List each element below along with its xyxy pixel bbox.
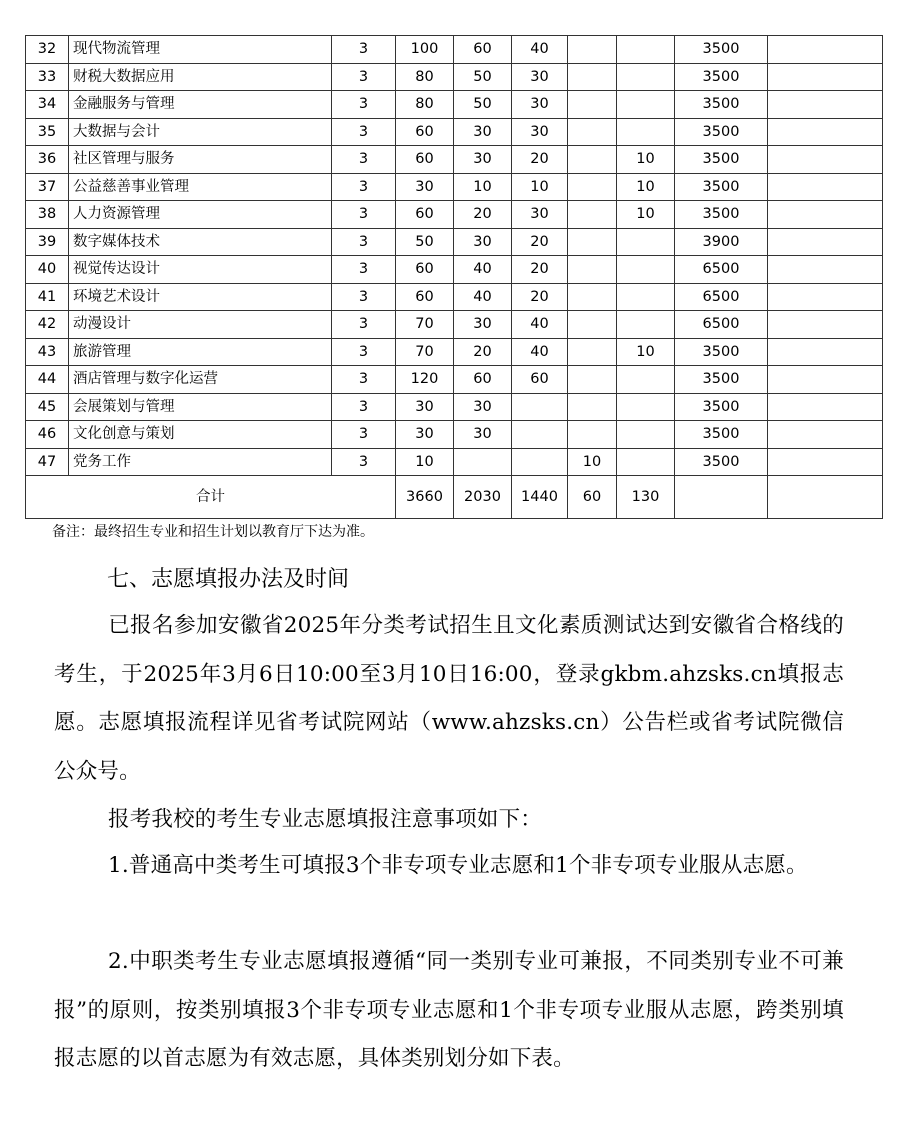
table-cell: 3: [332, 338, 396, 366]
table-cell: 40: [512, 311, 568, 339]
major-name-cell: 公益慈善事业管理: [69, 173, 332, 201]
table-row: [26, 311, 883, 339]
table-cell: 3: [332, 311, 396, 339]
major-name-cell: 金融服务与管理: [69, 91, 332, 119]
table-cell: [768, 173, 883, 201]
table-cell: 10: [568, 448, 617, 476]
table-cell: [617, 256, 675, 284]
table-cell: 3500: [675, 173, 768, 201]
table-cell: [617, 91, 675, 119]
table-cell: [768, 448, 883, 476]
table-cell: 3500: [675, 366, 768, 394]
footnote: 备注：最终招生专业和招生计划以教育厅下达为准。: [52, 524, 374, 540]
table-row: [26, 63, 883, 91]
table-cell: [768, 146, 883, 174]
table-cell: 3500: [675, 146, 768, 174]
table-cell: [454, 448, 512, 476]
table-cell: [568, 146, 617, 174]
table-row: [26, 36, 883, 64]
table-cell: 3: [332, 146, 396, 174]
table-cell: 80: [396, 63, 454, 91]
table-cell: 45: [26, 393, 69, 421]
table-cell: 38: [26, 201, 69, 229]
table-cell: 43: [26, 338, 69, 366]
table-cell: 60: [396, 283, 454, 311]
table-cell: 3: [332, 118, 396, 146]
table-cell: [568, 228, 617, 256]
table-cell: [568, 36, 617, 64]
table-cell: 80: [396, 91, 454, 119]
paragraph-3: 1.普通高中类考生可填报3个非专项专业志愿和1个非专项专业服从志愿。: [108, 853, 808, 878]
table-cell: [617, 393, 675, 421]
table-cell: 120: [396, 366, 454, 394]
table-cell: 3: [332, 36, 396, 64]
table-row: [26, 201, 883, 229]
paragraph-2: 报考我校的考生专业志愿填报注意事项如下：: [108, 807, 543, 832]
table-cell: [568, 421, 617, 449]
table-cell: 30: [512, 201, 568, 229]
total-cell: 3660: [396, 476, 454, 519]
table-body: [26, 36, 883, 519]
total-cell: 60: [568, 476, 617, 519]
table-cell: 30: [454, 311, 512, 339]
table-cell: 3: [332, 63, 396, 91]
table-cell: 3: [332, 421, 396, 449]
table-row: [26, 393, 883, 421]
major-name-cell: 社区管理与服务: [69, 146, 332, 174]
table-cell: 3: [332, 393, 396, 421]
table-row: [26, 421, 883, 449]
table-cell: [617, 228, 675, 256]
table-row: [26, 146, 883, 174]
table-cell: [768, 228, 883, 256]
table-cell: [768, 91, 883, 119]
table-cell: 20: [512, 283, 568, 311]
section-heading: 七、志愿填报办法及时间: [107, 567, 350, 592]
table-cell: [617, 36, 675, 64]
table-cell: 37: [26, 173, 69, 201]
table-cell: 39: [26, 228, 69, 256]
table-cell: 3500: [675, 201, 768, 229]
table-cell: [568, 338, 617, 366]
table-row: [26, 118, 883, 146]
table-cell: 3500: [675, 91, 768, 119]
major-name-cell: 旅游管理: [69, 338, 332, 366]
table-cell: 10: [617, 173, 675, 201]
table-cell: 20: [454, 338, 512, 366]
table-cell: [768, 338, 883, 366]
table-cell: 33: [26, 63, 69, 91]
table-cell: 30: [512, 118, 568, 146]
total-row: [26, 476, 883, 519]
table-cell: [568, 283, 617, 311]
table-cell: 35: [26, 118, 69, 146]
major-name-cell: 现代物流管理: [69, 36, 332, 64]
table-cell: 20: [454, 201, 512, 229]
table-cell: 70: [396, 311, 454, 339]
table-cell: 20: [512, 228, 568, 256]
major-name-cell: 财税大数据应用: [69, 63, 332, 91]
major-name-cell: 酒店管理与数字化运营: [69, 366, 332, 394]
table-cell: [768, 366, 883, 394]
table-cell: [512, 393, 568, 421]
table-cell: [617, 448, 675, 476]
table-cell: 47: [26, 448, 69, 476]
major-name-cell: 人力资源管理: [69, 201, 332, 229]
total-cell: 1440: [512, 476, 568, 519]
table-cell: 32: [26, 36, 69, 64]
table-cell: 3500: [675, 393, 768, 421]
table-cell: 3: [332, 256, 396, 284]
table-cell: [512, 421, 568, 449]
table-cell: [568, 393, 617, 421]
table-cell: 30: [454, 146, 512, 174]
table-cell: [768, 36, 883, 64]
table-cell: [768, 118, 883, 146]
table-cell: 70: [396, 338, 454, 366]
table-cell: [617, 421, 675, 449]
table-cell: 3: [332, 91, 396, 119]
total-cell: 130: [617, 476, 675, 519]
table-cell: [768, 63, 883, 91]
table-cell: 40: [454, 256, 512, 284]
table-cell: 40: [512, 36, 568, 64]
table-cell: 30: [512, 91, 568, 119]
table-cell: 10: [617, 201, 675, 229]
table-cell: 10: [396, 448, 454, 476]
table-cell: 30: [512, 63, 568, 91]
table-cell: 34: [26, 91, 69, 119]
table-cell: [568, 91, 617, 119]
table-cell: 3500: [675, 36, 768, 64]
table-cell: 3: [332, 201, 396, 229]
table-cell: 3500: [675, 338, 768, 366]
table-cell: [512, 448, 568, 476]
table-cell: 40: [26, 256, 69, 284]
table-cell: 40: [454, 283, 512, 311]
table-cell: 50: [454, 63, 512, 91]
table-cell: 60: [454, 36, 512, 64]
major-name-cell: 视觉传达设计: [69, 256, 332, 284]
table-cell: [768, 421, 883, 449]
table-row: [26, 173, 883, 201]
total-label: 合计: [26, 476, 396, 519]
table-row: [26, 338, 883, 366]
table-cell: [568, 366, 617, 394]
total-cell: 2030: [454, 476, 512, 519]
table-cell: [768, 201, 883, 229]
table-cell: 10: [617, 146, 675, 174]
table-cell: 30: [396, 393, 454, 421]
table-cell: 60: [454, 366, 512, 394]
major-name-cell: 党务工作: [69, 448, 332, 476]
table-cell: 50: [396, 228, 454, 256]
table-cell: [617, 366, 675, 394]
table-cell: 30: [454, 228, 512, 256]
table-cell: 30: [454, 421, 512, 449]
table-cell: 30: [454, 393, 512, 421]
table-row: [26, 448, 883, 476]
table-cell: 3: [332, 173, 396, 201]
major-name-cell: 数字媒体技术: [69, 228, 332, 256]
major-name-cell: 动漫设计: [69, 311, 332, 339]
table-cell: [568, 311, 617, 339]
table-cell: [768, 283, 883, 311]
table-row: [26, 283, 883, 311]
paragraph-4: 2.中职类考生专业志愿填报遵循“同一类别专业可兼报，不同类别专业不可兼报”的原则，按类别填报3个非专项专业志愿和1个非专项专业服从志愿，跨类别填报志愿的以首志愿为有效志愿，具体类别划分如下表。: [54, 949, 844, 1071]
major-name-cell: 大数据与会计: [69, 118, 332, 146]
enrollment-plan-table: [25, 35, 883, 519]
major-name-cell: 环境艺术设计: [69, 283, 332, 311]
table-cell: 20: [512, 256, 568, 284]
table-cell: [617, 63, 675, 91]
table-cell: 10: [512, 173, 568, 201]
table-cell: [617, 118, 675, 146]
table-cell: 30: [396, 421, 454, 449]
table-cell: [768, 393, 883, 421]
table-cell: [568, 63, 617, 91]
table-cell: 3: [332, 448, 396, 476]
table-cell: 3500: [675, 421, 768, 449]
table-cell: 3: [332, 228, 396, 256]
table-cell: [617, 311, 675, 339]
total-cell: [768, 476, 883, 519]
table-cell: 41: [26, 283, 69, 311]
table-cell: [768, 311, 883, 339]
table-cell: 10: [454, 173, 512, 201]
total-cell: [675, 476, 768, 519]
table-cell: [568, 201, 617, 229]
table-cell: [617, 283, 675, 311]
table-cell: 30: [454, 118, 512, 146]
table-cell: 60: [396, 256, 454, 284]
major-name-cell: 会展策划与管理: [69, 393, 332, 421]
table-cell: 50: [454, 91, 512, 119]
table-cell: [568, 118, 617, 146]
table-cell: 3500: [675, 448, 768, 476]
table-cell: 20: [512, 146, 568, 174]
table-cell: 60: [396, 146, 454, 174]
table-cell: 60: [396, 118, 454, 146]
table-cell: 6500: [675, 256, 768, 284]
table-cell: 100: [396, 36, 454, 64]
table-row: [26, 228, 883, 256]
table-cell: 6500: [675, 283, 768, 311]
table-cell: 10: [617, 338, 675, 366]
table-cell: [568, 256, 617, 284]
table-cell: 60: [512, 366, 568, 394]
table-cell: 42: [26, 311, 69, 339]
table-cell: 36: [26, 146, 69, 174]
table-cell: 3900: [675, 228, 768, 256]
table-cell: 3: [332, 283, 396, 311]
table-cell: 44: [26, 366, 69, 394]
table-row: [26, 366, 883, 394]
table-cell: 3: [332, 366, 396, 394]
table-cell: 6500: [675, 311, 768, 339]
table-cell: 60: [396, 201, 454, 229]
table-row: [26, 256, 883, 284]
major-name-cell: 文化创意与策划: [69, 421, 332, 449]
table-row: [26, 91, 883, 119]
table-cell: [568, 173, 617, 201]
table-cell: 30: [396, 173, 454, 201]
table-cell: 46: [26, 421, 69, 449]
table-cell: 3500: [675, 63, 768, 91]
table-cell: 3500: [675, 118, 768, 146]
paragraph-1: 已报名参加安徽省2025年分类考试招生且文化素质测试达到安徽省合格线的考生，于2025年3月6日10:00至3月10日16:00，登录gkbm.ahzsks.cn填报志愿。志愿填报流程详见省考试院网站（www.ahzsks.cn）公告栏或省考试院微信公众号。: [54, 613, 844, 784]
table-cell: 40: [512, 338, 568, 366]
table-cell: [768, 256, 883, 284]
